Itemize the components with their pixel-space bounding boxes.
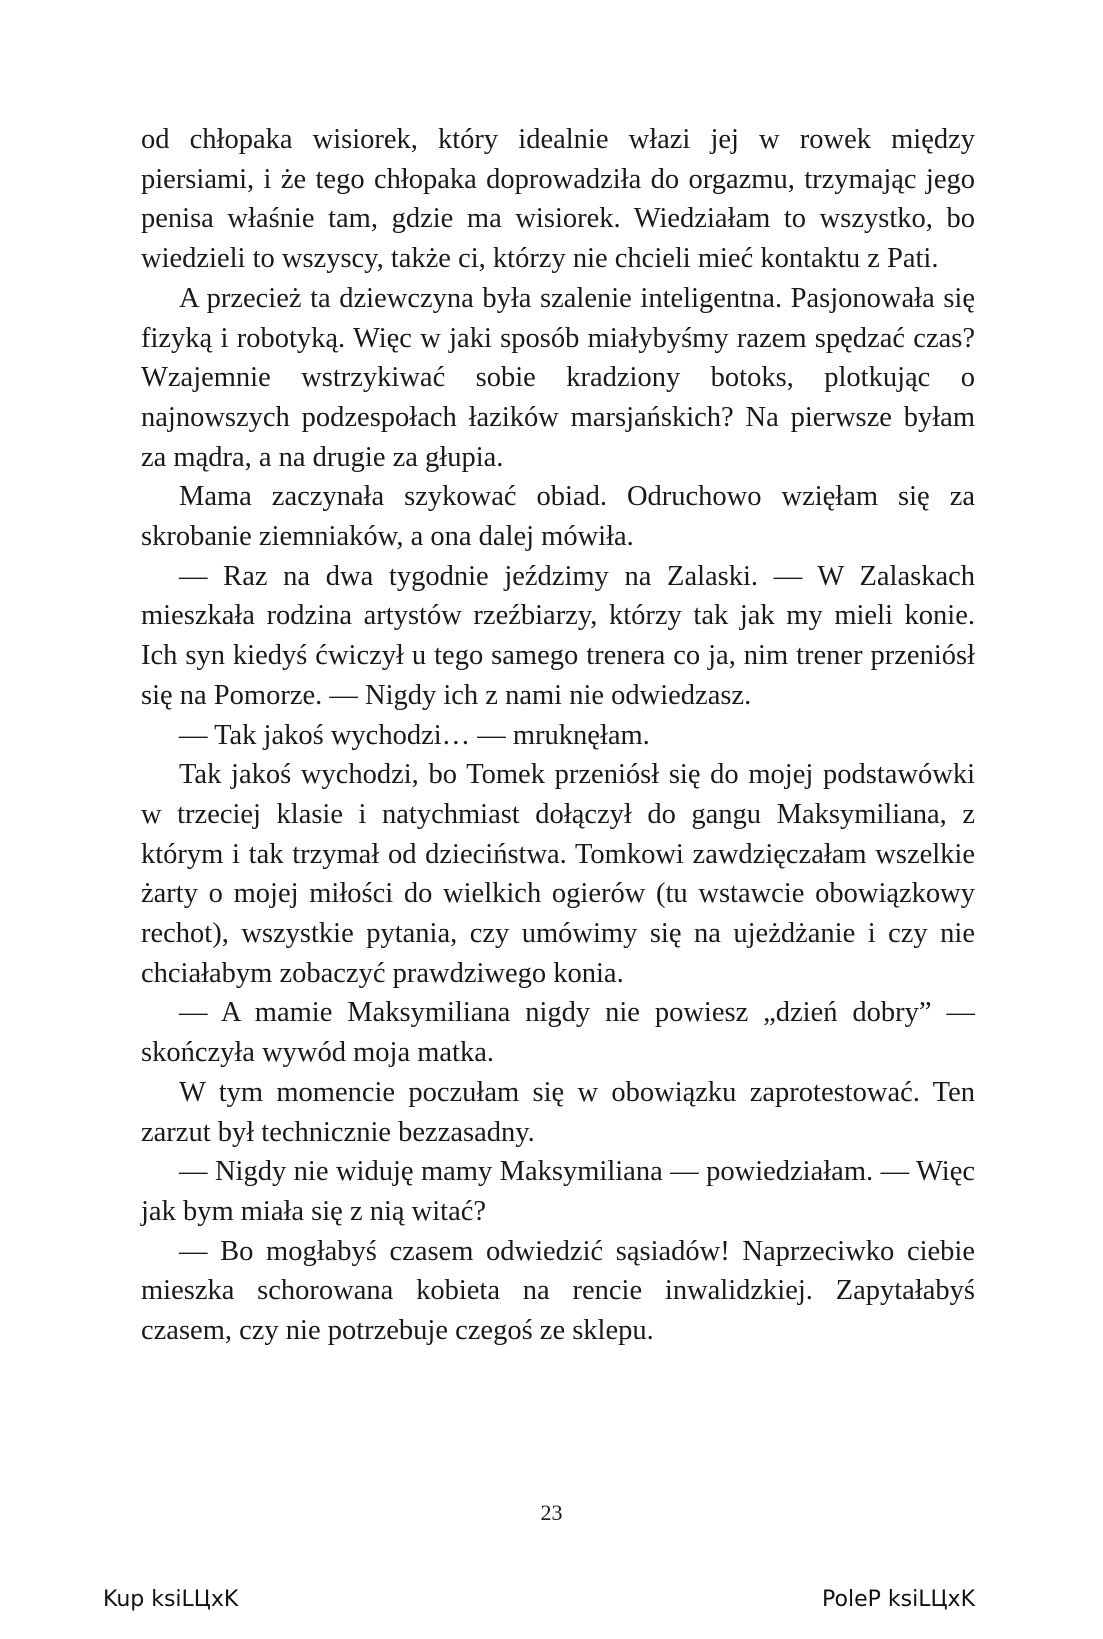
recommend-book-link[interactable]: PoleP ksiLЦxK bbox=[822, 1587, 975, 1612]
paragraph: od chłopaka wisiorek, który idealnie włazi jej w rowek między piersiami, i że tego chłopaka doprowadziła do orgazmu, trzymając jego penisa właśnie tam, gdzie ma wisiorek. Wiedziałam to wszystko, bo wiedzieli to wszyscy, także ci, którzy nie chcieli mieć kontaktu z Pati. bbox=[141, 124, 975, 275]
buy-book-link[interactable]: Kup ksiLЦxK bbox=[103, 1587, 239, 1612]
book-page-body bbox=[141, 120, 975, 1351]
paragraph: — Raz na dwa tygodnie jeździmy na Zalaski. — W Zalaskach mieszkała rodzina artystów rzeźbiarzy, którzy tak jak my mieli konie. Ich syn kiedyś ćwiczył u tego samego trenera co ja, nim trener przeniósł się na Pomorze. — Nigdy ich z nami nie odwiedzasz. bbox=[141, 560, 975, 711]
paragraph: W tym momencie poczułam się w obowiązku zaprotestować. Ten zarzut był technicznie bezzasadny. bbox=[141, 1076, 975, 1148]
paragraph: Tak jakoś wychodzi, bo Tomek przeniósł się do mojej podstawówki w trzeciej klasie i natychmiast dołączył do gangu Maksymiliana, z którym i tak trzymał od dzieciństwa. Tomkowi zawdzięczałam wszelkie żarty o mojej miłości do wielkich ogierów (tu wstawcie obowiązkowy rechot), wszystkie pytania, czy umówimy się na ujeżdżanie i czy nie chciałabym zobaczyć prawdziwego konia. bbox=[141, 759, 975, 989]
paragraph: — Nigdy nie widuję mamy Maksymiliana — powiedziałam. — Więc jak bym miała się z nią witać? bbox=[141, 1156, 975, 1227]
page-number: 23 bbox=[540, 1500, 563, 1525]
paragraph: Mama zaczynała szykować obiad. Odruchowo wzięłam się za skrobanie ziemniaków, a ona dalej mówiła. bbox=[141, 481, 975, 553]
paragraph: — Bo mogłabyś czasem odwiedzić sąsiadów! Naprzeciwko ciebie mieszka schorowana kobieta na rencie inwalidzkiej. Zapytałabyś czasem, czy nie potrzebuje czegoś ze sklepu. bbox=[141, 1235, 975, 1347]
paragraph: A przecież ta dziewczyna była szalenie inteligentna. Pasjonowała się fizyką i robotyką. Więc w jaki sposób miałybyśmy razem spędzać czas? Wzajemnie wstrzykiwać sobie kradziony botoks, plotkując o najnowszych podzespołach łazików marsjańskich? Na pierwsze byłam za mądra, a na drugie za głupia. bbox=[141, 282, 975, 473]
paragraph: — A mamie Maksymiliana nigdy nie powiesz „dzień dobry” — skończyła wywód moja matka. bbox=[141, 997, 975, 1069]
paragraph: — Tak jakoś wychodzi… — mruknęłam. bbox=[179, 719, 650, 751]
